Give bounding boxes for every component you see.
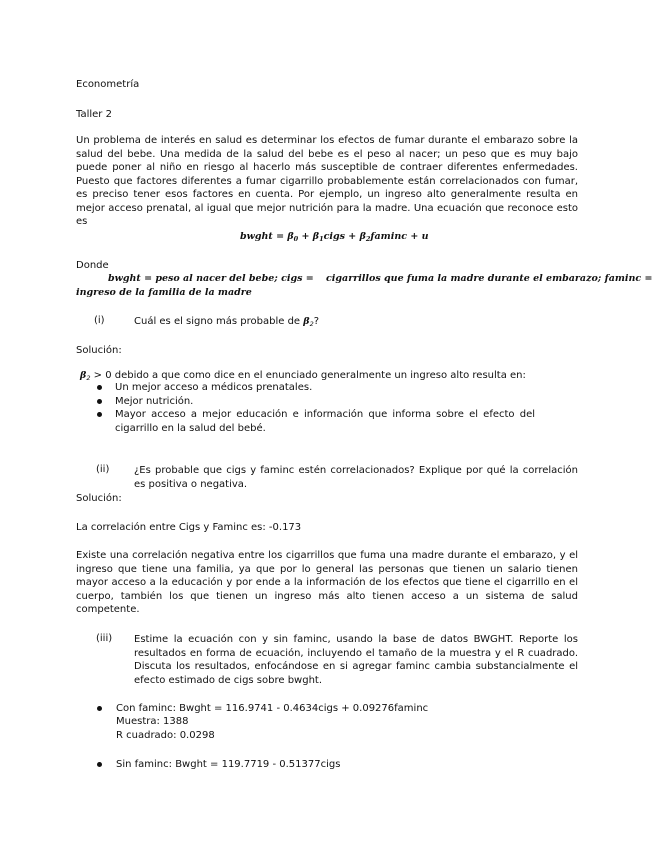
eq-beta1-sub: 1 — [319, 235, 324, 243]
solution-1-beta: β — [80, 370, 87, 381]
definition-faminc: ingreso de la familia de la madre — [76, 287, 252, 298]
definition-bwght-cigs: bwght = peso al nacer del bebe; cigs = — [108, 273, 314, 284]
question-1-beta: β — [303, 316, 310, 327]
question-1-text — [134, 315, 319, 332]
bullet-icon — [97, 412, 102, 417]
solution-1-bullet-3: Mayor acceso a mejor educación e información que informa sobre el efecto del cigarrillo en la salud del bebé. — [115, 409, 535, 434]
eq-plus: + — [298, 231, 313, 242]
bullet-icon — [97, 762, 102, 767]
donde-label: Donde — [76, 260, 109, 271]
bullet-icon — [97, 385, 102, 390]
eq-beta2: β — [359, 231, 366, 242]
eq-term2: faminc + u — [370, 231, 429, 242]
question-1-post: ? — [313, 316, 320, 327]
intro-paragraph: Un problema de interés en salud es determinar los efectos de fumar durante el embarazo sobre la salud del bebe. Una medida de la salud del bebe es el peso al nacer; un peso que es muy bajo puede poner al niño en riesgo al hacerlo más susceptible de contraer diferentes enfermedades. Puesto que factores diferentes a fumar cigarrillo probablemente están correlacionados con fumar, es preciso tener esos factores en cuenta. Por ejemplo, un ingreso alto generalmente resulta en mejor acceso prenatal, al igual que mejor nutrición para la madre. Una ecuación que reconoce esto es — [76, 135, 578, 227]
correlation-explanation: Existe una correlación negativa entre los cigarrillos que fuma una madre durante el embarazo, y el ingreso que tiene una familia, ya que por lo general las personas que tienen un salario tienen mayor acceso a la educación y por ende a la información de los efectos que tiene el cigarrillo en el cuerpo, también los que tienen un ingreso más alto tienen acceso a un sistema de salud competente. — [76, 550, 578, 615]
result-con-faminc-r2: R cuadrado: 0.0298 — [116, 730, 215, 741]
eq-beta0-sub: 0 — [293, 235, 299, 243]
question-1-number: (i) — [94, 315, 105, 326]
question-3-text: Estime la ecuación con y sin faminc, usando la base de datos BWGHT. Reporte los resultados en forma de ecuación, incluyendo el tamaño de la muestra y el R cuadrado. Discuta los resultados, enfocándose en si agregar faminc cambia substancialmente el efecto estimado de cigs sobre bwght. — [134, 634, 578, 686]
bullet-icon — [97, 706, 102, 711]
correlation-result: La correlación entre Cigs y Faminc es: -0.173 — [76, 522, 302, 533]
solution-1-bullet-1: Un mejor acceso a médicos prenatales. — [115, 382, 313, 393]
solution-1-bullet-2: Mejor nutrición. — [115, 396, 194, 407]
eq-beta1: β — [312, 231, 320, 242]
model-equation — [240, 231, 429, 243]
definition-cigs-faminc: cigarrillos que fuma la madre durante el embarazo; faminc = — [326, 273, 653, 284]
question-1-pre: Cuál es el signo más probable de — [134, 316, 304, 327]
assignment-title: Taller 2 — [76, 109, 112, 120]
bullet-icon — [97, 399, 102, 404]
solution-2-label: Solución: — [76, 493, 122, 504]
question-2-text: ¿Es probable que cigs y faminc estén correlacionados? Explique por qué la correlación es positiva o negativa. — [134, 465, 578, 490]
course-title: Econometría — [76, 79, 140, 90]
result-con-faminc-equation: Con faminc: Bwght = 116.9741 - 0.4634cigs + 0.09276faminc — [116, 703, 429, 714]
question-2-number: (ii) — [96, 464, 110, 475]
solution-1-label: Solución: — [76, 345, 122, 356]
result-sin-faminc-equation: Sin faminc: Bwght = 119.7719 - 0.51377cigs — [116, 759, 341, 770]
result-con-faminc-sample: Muestra: 1388 — [116, 716, 189, 727]
question-3-number: (iii) — [96, 633, 113, 644]
solution-1-beta-sub: 2 — [86, 374, 91, 382]
eq-lhs: bwght = — [240, 231, 288, 242]
eq-term1: cigs + — [323, 231, 360, 242]
question-1-beta-sub: 2 — [309, 320, 314, 328]
eq-beta2-sub: 2 — [365, 235, 371, 243]
eq-beta0: β — [287, 231, 294, 242]
solution-1-lead-text: > 0 debido a que como dice en el enunciado generalmente un ingreso alto resulta en: — [90, 370, 526, 381]
